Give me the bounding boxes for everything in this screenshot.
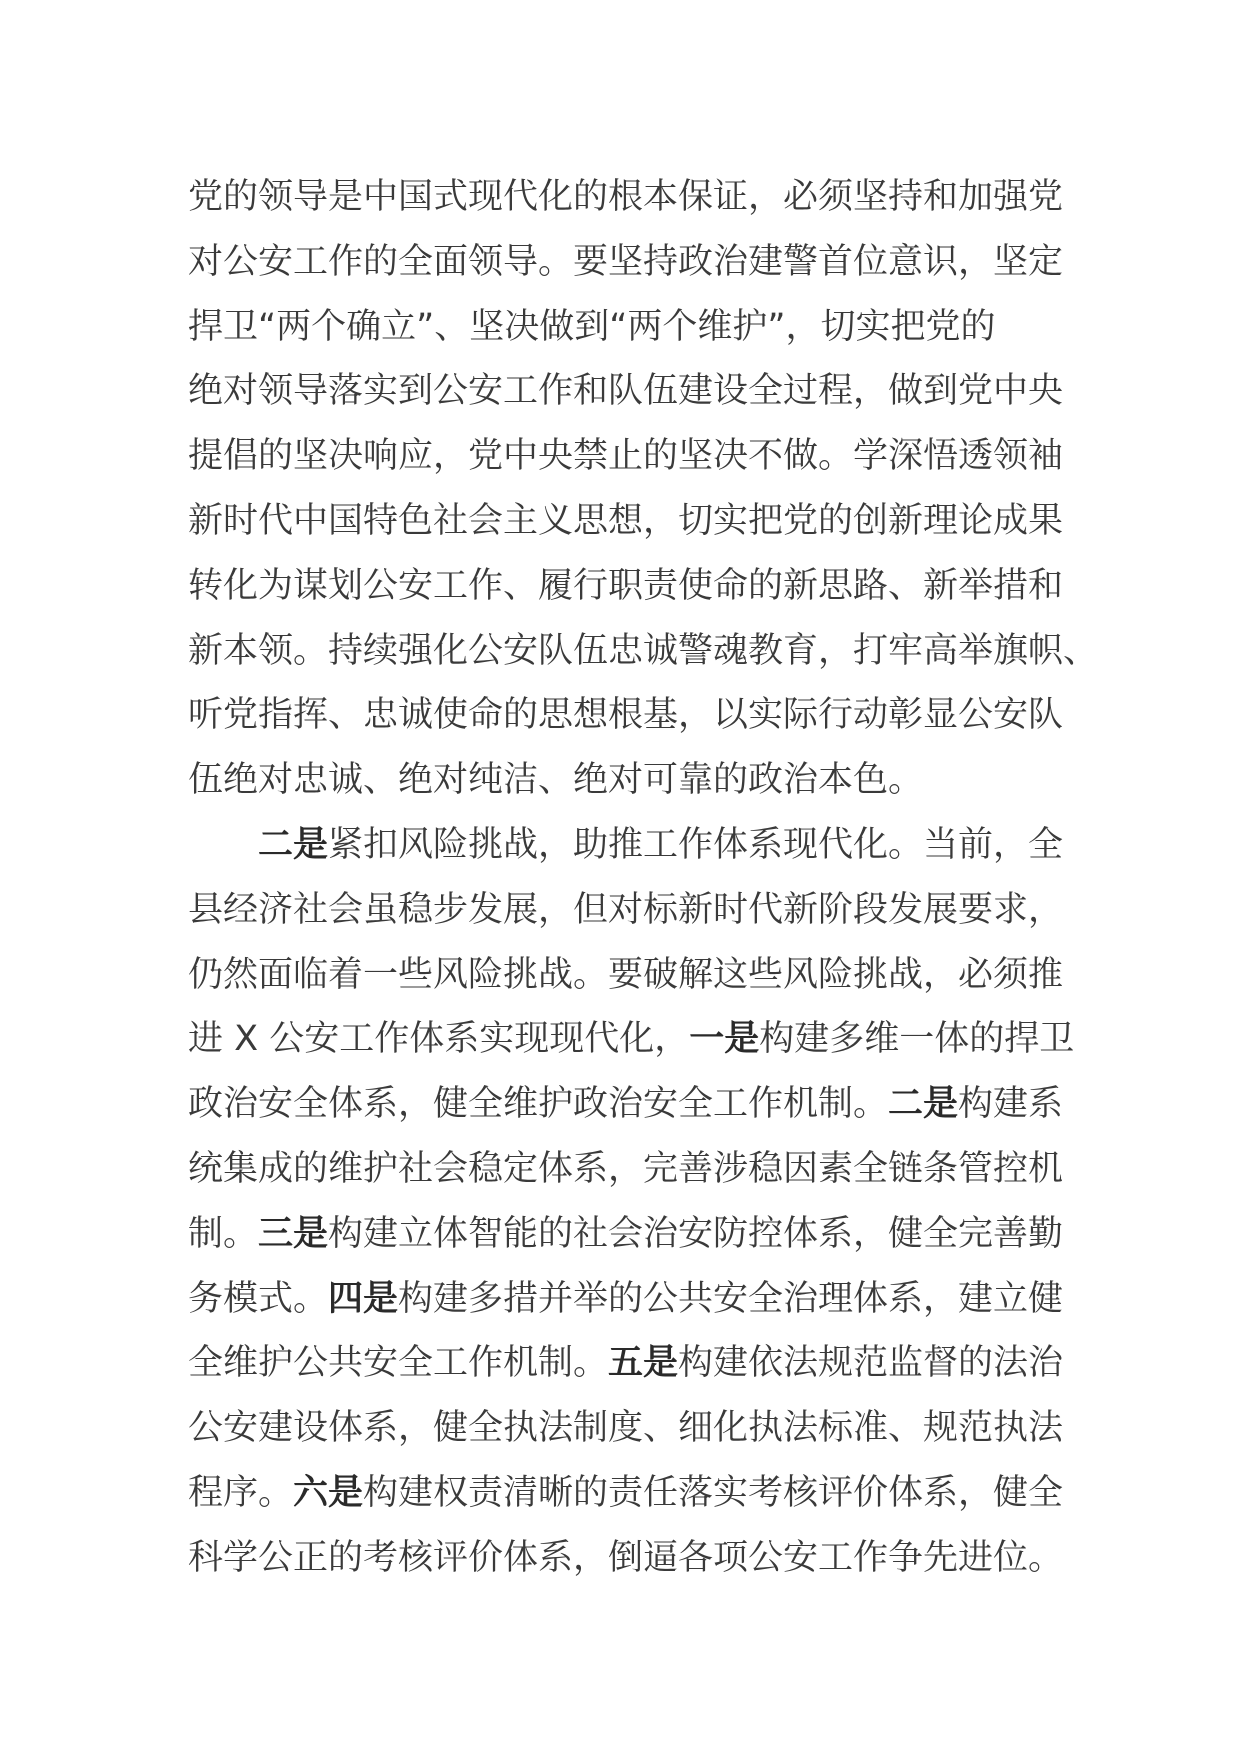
text-line: 对公安工作的全面领导。要坚持政治建警首位意识，坚定 xyxy=(188,241,1064,282)
text-span: 务模式。 xyxy=(188,1278,329,1319)
text-span: 构建多措并举的公共安全治理体系，建立健 xyxy=(398,1278,1064,1319)
text-span: 制。 xyxy=(188,1213,259,1254)
text-line: 科学公正的考核评价体系，倒逼各项公安工作争先进位。 xyxy=(188,1537,1064,1578)
text-span: 构建权责清晰的责任落实考核评价体系，健全 xyxy=(363,1472,1064,1513)
bold-marker: 五是 xyxy=(608,1343,679,1384)
bold-marker: 二是 xyxy=(888,1084,959,1125)
text-line: 县经济社会虽稳步发展，但对标新时代新阶段发展要求， xyxy=(188,889,1064,930)
text-line xyxy=(188,1072,1068,1137)
text-line: 仍然面临着一些风险挑战。要破解这些风险挑战，必须推 xyxy=(188,954,1064,995)
text-line xyxy=(188,1461,1068,1526)
text-line xyxy=(188,1202,1068,1267)
text-span: 紧扣风险挑战，助推工作体系现代化。当前，全 xyxy=(328,824,1064,865)
text-span: 政治安全体系，健全维护政治安全工作机制。 xyxy=(188,1084,889,1125)
paragraph-2 xyxy=(188,813,1075,1591)
text-line xyxy=(188,1331,1068,1396)
text-line xyxy=(188,813,1068,878)
text-line: 伍绝对忠诚、绝对纯洁、绝对可靠的政治本色。 xyxy=(188,760,924,801)
text-line: 党的领导是中国式现代化的根本保证，必须坚持和加强党 xyxy=(188,177,1064,217)
bold-marker: 一是 xyxy=(689,1019,760,1060)
text-line xyxy=(188,1267,1068,1332)
text-span: 构建立体智能的社会治安防控体系，健全完善勤 xyxy=(328,1213,1064,1254)
paragraph-1 xyxy=(188,165,1099,813)
text-span: 进 X 公安工作体系实现现代化， xyxy=(188,1019,690,1060)
text-line: 统集成的维护社会稳定体系，完善涉稳因素全链条管控机 xyxy=(188,1148,1064,1189)
text-line: 绝对领导落实到公安工作和队伍建设全过程，做到党中央 xyxy=(188,371,1064,412)
text-line: 新本领。持续强化公安队伍忠诚警魂教育，打牢高举旗帜、 xyxy=(188,630,1099,671)
text-line: 提倡的坚决响应，党中央禁止的坚决不做。学深悟透领袖 xyxy=(188,436,1064,477)
document-body xyxy=(188,165,1099,1591)
text-span: 构建依法规范监督的法治 xyxy=(678,1343,1064,1384)
text-line: 听党指挥、忠诚使命的思想根基，以实际行动彰显公安队 xyxy=(188,695,1064,736)
bold-marker: 二是 xyxy=(258,824,329,865)
bold-marker: 四是 xyxy=(328,1278,399,1319)
text-span: 构建系 xyxy=(958,1084,1064,1125)
text-span: 构建多维一体的捍卫 xyxy=(759,1019,1075,1060)
bold-marker: 六是 xyxy=(293,1472,364,1513)
text-line xyxy=(188,1007,1075,1072)
text-span: 程序。 xyxy=(188,1472,294,1513)
text-span: 全维护公共安全工作机制。 xyxy=(188,1343,609,1384)
text-line: 捍卫“两个确立”、坚决做到“两个维护”，切实把党的 xyxy=(188,306,996,347)
text-line: 转化为谋划公安工作、履行职责使命的新思路、新举措和 xyxy=(188,565,1064,606)
bold-marker: 三是 xyxy=(258,1213,329,1254)
text-line: 新时代中国特色社会主义思想，切实把党的创新理论成果 xyxy=(188,500,1064,541)
text-line: 公安建设体系，健全执法制度、细化执法标准、规范执法 xyxy=(188,1408,1064,1449)
